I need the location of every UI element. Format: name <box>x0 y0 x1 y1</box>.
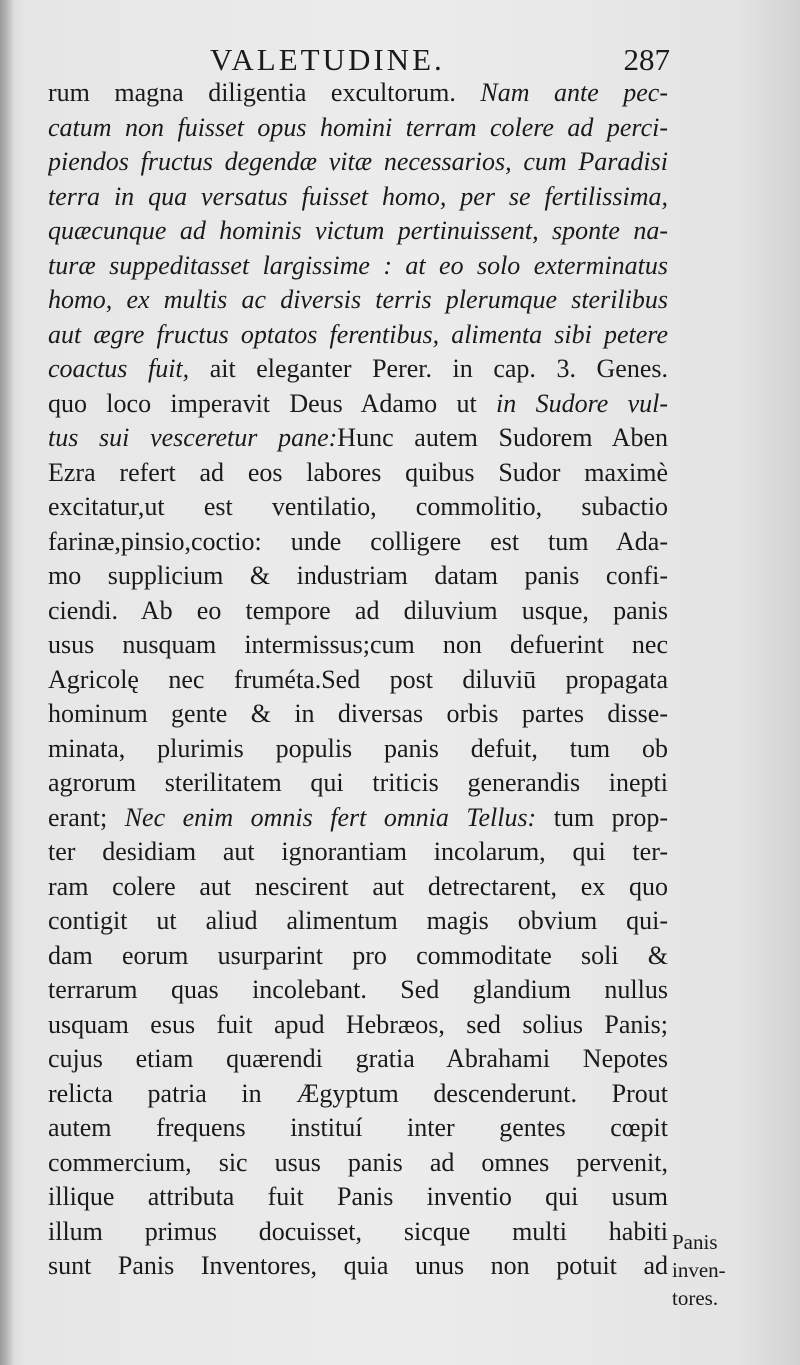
italic-text: catum non fuisset opus homini terram colere ad perci- <box>48 112 668 142</box>
text-line <box>48 214 668 249</box>
roman-text: quo loco imperavit Deus Adamo ut <box>48 388 497 418</box>
bleed-through <box>712 670 782 780</box>
italic-text: turæ suppeditasset largissime : at eo solo exterminatus <box>48 250 668 280</box>
text-line <box>48 249 668 284</box>
roman-text: ter desidiam aut ignorantiam incolarum, qui ter- <box>48 837 668 866</box>
running-head: VALETUDINE. <box>210 42 445 77</box>
text-line <box>48 628 668 663</box>
text-line <box>48 973 668 1008</box>
italic-text: homo, ex multis ac diversis terris plerumque sterilibus <box>48 285 668 314</box>
text-line <box>48 939 668 974</box>
text-line <box>48 283 668 318</box>
roman-text: tum prop- <box>536 802 668 832</box>
roman-text: sunt Panis Inventores, quia unus non potuit ad <box>48 1251 668 1280</box>
italic-text: quæcunque ad hominis victum pertinuissent, sponte na- <box>48 216 668 245</box>
roman-text: farinæ,pinsio,coctio: unde colligere est tum Ada- <box>48 526 668 556</box>
text-line <box>48 525 668 560</box>
roman-text: autem frequens instituí inter gentes cœpit <box>48 1113 668 1142</box>
text-line <box>48 421 668 456</box>
italic-text: tus sui vesceretur pane: <box>48 423 338 452</box>
text-line <box>48 456 668 491</box>
roman-text: agrorum sterilitatem qui triticis generandis inepti <box>48 768 668 797</box>
text-line <box>48 801 668 836</box>
italic-text: aut ægre fructus optatos ferentibus, alimenta sibi petere <box>48 319 668 349</box>
text-line <box>48 387 668 422</box>
italic-text: coactus fuit, <box>48 354 190 383</box>
roman-text: rum magna diligentia excultorum. <box>48 78 481 107</box>
text-line <box>48 904 668 939</box>
text-line <box>48 490 668 525</box>
text-line <box>48 1180 668 1215</box>
roman-text: erant; <box>48 802 125 832</box>
roman-text: usus nusquam intermissus;cum non defuerint nec <box>48 630 668 659</box>
italic-text: in Sudore vul- <box>496 388 668 418</box>
italic-text: terra in qua versatus fuisset homo, per se fertilissima, <box>48 181 668 211</box>
italic-text: Nec enim omnis fert omnia Tellus: <box>124 802 537 832</box>
text-line <box>48 1077 668 1112</box>
roman-text: illique attributa fuit Panis inventio qui usum <box>48 1182 668 1211</box>
roman-text: terrarum quas incolebant. Sed glandium nullus <box>48 975 668 1004</box>
roman-text: hominum gente & in diversas orbis partes disse- <box>48 699 668 728</box>
roman-text: Hunc autem Sudorem Aben <box>337 423 668 452</box>
text-line <box>48 663 668 698</box>
marginal-note <box>672 1228 762 1312</box>
roman-text: mo supplicium & industriam datam panis confi- <box>48 561 668 590</box>
roman-text: illum primus docuisset, sicque multi habiti <box>48 1216 668 1246</box>
text-line <box>48 766 668 801</box>
roman-text: excitatur,ut est ventilatio, commolitio, subactio <box>48 492 668 521</box>
roman-text: cujus etiam quærendi gratia Abrahami Nepotes <box>48 1044 668 1073</box>
roman-text: ram colere aut nescirent aut detrectarent, ex quo <box>48 871 668 901</box>
roman-text: minata, plurimis populis panis defuit, tum ob <box>48 733 668 763</box>
text-line <box>48 145 668 180</box>
text-line <box>48 1042 668 1077</box>
text-line <box>48 870 668 905</box>
roman-text: Ezra refert ad eos labores quibus Sudor maximè <box>48 457 668 487</box>
italic-text: Nam ante pec- <box>480 78 668 107</box>
text-line <box>48 1146 668 1181</box>
text-line <box>48 76 668 111</box>
marginal-note-line: Panis <box>672 1230 718 1254</box>
roman-text: ciendi. Ab eo tempore ad diluvium usque, panis <box>48 595 668 625</box>
text-line <box>48 732 668 767</box>
roman-text: usquam esus fuit apud Hebræos, sed solius Panis; <box>48 1009 668 1039</box>
roman-text: relicta patria in Ægyptum descenderunt. Prout <box>48 1078 668 1108</box>
gutter-shadow <box>0 0 14 1365</box>
italic-text: piendos fructus degendæ vitæ necessarios, cum Paradisi <box>48 147 668 176</box>
roman-text: dam eorum usurparint pro commoditate soli & <box>48 940 668 970</box>
text-line <box>48 594 668 629</box>
roman-text: ait eleganter Perer. in cap. 3. Genes. <box>189 354 668 383</box>
text-line <box>48 559 668 594</box>
text-line <box>48 1249 668 1284</box>
text-line <box>48 318 668 353</box>
text-line <box>48 697 668 732</box>
page-number: 287 <box>623 42 670 77</box>
text-line <box>48 835 668 870</box>
roman-text: commercium, sic usus panis ad omnes pervenit, <box>48 1147 668 1177</box>
body-text <box>48 76 668 1284</box>
roman-text: Agricolę nec fruméta.Sed post diluviū propagata <box>48 664 668 694</box>
text-line <box>48 111 668 146</box>
text-line <box>48 180 668 215</box>
text-line <box>48 1111 668 1146</box>
roman-text: contigit ut aliud alimentum magis obvium qui- <box>48 906 668 935</box>
marginal-note-line: inven- <box>672 1258 726 1282</box>
text-line <box>48 1008 668 1043</box>
text-line <box>48 352 668 387</box>
text-line <box>48 1215 668 1250</box>
marginal-note-line: tores. <box>672 1286 719 1310</box>
